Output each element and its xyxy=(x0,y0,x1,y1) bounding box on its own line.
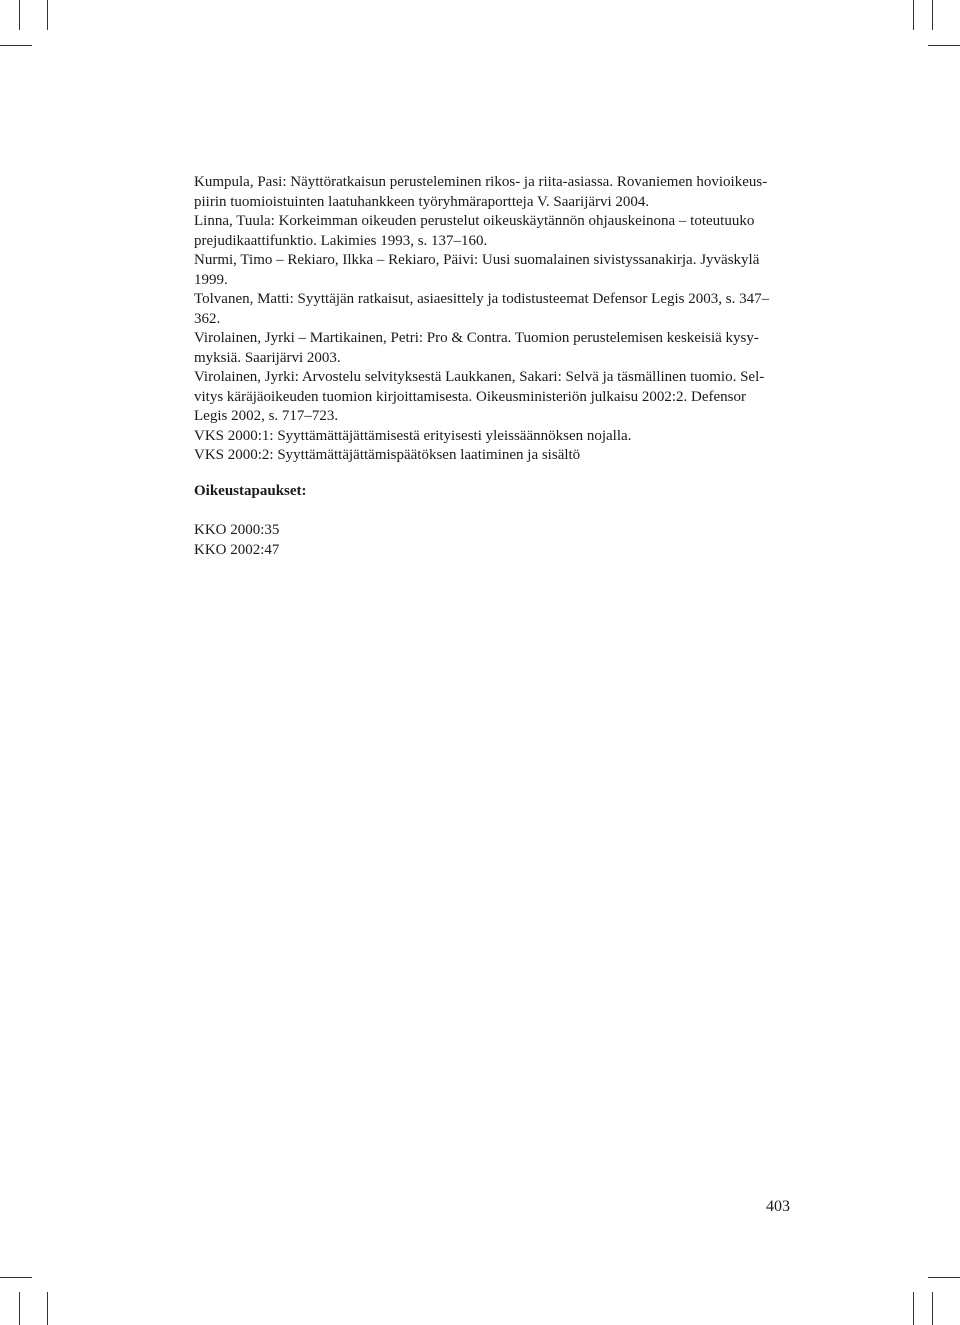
reference-line: Linna, Tuula: Korkeimman oikeuden perustelut oikeuskäytännön ohjauskeinona – toteutuuko xyxy=(194,213,755,229)
crop-mark xyxy=(928,1277,960,1278)
reference-entry xyxy=(194,368,792,427)
reference-line: myksiä. Saarijärvi 2003. xyxy=(194,349,341,366)
reference-list xyxy=(194,173,792,466)
crop-mark xyxy=(0,45,32,46)
page-number: 403 xyxy=(766,1198,790,1215)
cases-heading: Oikeustapaukset: xyxy=(194,483,307,499)
cases-list xyxy=(194,521,279,560)
crop-mark xyxy=(19,0,20,30)
reference-entry xyxy=(194,290,792,329)
reference-line: VKS 2000:2: Syyttämättäjättämispäätöksen laatiminen ja sisältö xyxy=(194,447,581,463)
reference-line: 1999. xyxy=(194,271,228,288)
crop-mark xyxy=(913,1292,914,1325)
case-item: KKO 2002:47 xyxy=(194,541,280,558)
reference-line: piirin tuomioistuinten laatuhankkeen työryhmäraportteja V. Saarijärvi 2004. xyxy=(194,193,650,210)
crop-mark xyxy=(932,1292,933,1325)
reference-entry xyxy=(194,251,792,290)
reference-line: prejudikaattifunktio. Lakimies 1993, s. 137–160. xyxy=(194,232,488,249)
crop-mark xyxy=(932,0,933,30)
crop-mark xyxy=(47,1292,48,1325)
reference-entry xyxy=(194,212,792,251)
reference-line: VKS 2000:1: Syyttämättäjättämisestä erityisesti yleissäännöksen nojalla. xyxy=(194,427,632,444)
reference-line: Virolainen, Jyrki – Martikainen, Petri: Pro & Contra. Tuomion perustelemisen keskeisiä kysy- xyxy=(194,330,759,346)
reference-entry xyxy=(194,173,792,212)
reference-entry xyxy=(194,427,792,447)
reference-line: vitys käräjäoikeuden tuomion kirjoittamisesta. Oikeusministeriön julkaisu 2002:2. Defensor xyxy=(194,388,746,405)
reference-entry xyxy=(194,329,792,368)
crop-mark xyxy=(913,0,914,30)
reference-line: 362. xyxy=(194,310,221,327)
reference-entry xyxy=(194,446,792,466)
reference-line: Kumpula, Pasi: Näyttöratkaisun perusteleminen rikos- ja riita-asiassa. Rovaniemen hovioikeus- xyxy=(194,174,768,190)
crop-mark xyxy=(0,1277,32,1278)
crop-mark xyxy=(928,45,960,46)
crop-mark xyxy=(47,0,48,30)
reference-line: Virolainen, Jyrki: Arvostelu selvityksestä Laukkanen, Sakari: Selvä ja täsmällinen tuomio. Sel- xyxy=(194,369,765,385)
reference-line: Nurmi, Timo – Rekiaro, Ilkka – Rekiaro, Päivi: Uusi suomalainen sivistyssanakirja. Jyväskylä xyxy=(194,252,760,268)
reference-line: Legis 2002, s. 717–723. xyxy=(194,408,339,424)
reference-line: Tolvanen, Matti: Syyttäjän ratkaisut, asiaesittely ja todistusteemat Defensor Legis 2003, s. 347– xyxy=(194,291,770,307)
case-item: KKO 2000:35 xyxy=(194,522,280,538)
crop-mark xyxy=(19,1292,20,1325)
